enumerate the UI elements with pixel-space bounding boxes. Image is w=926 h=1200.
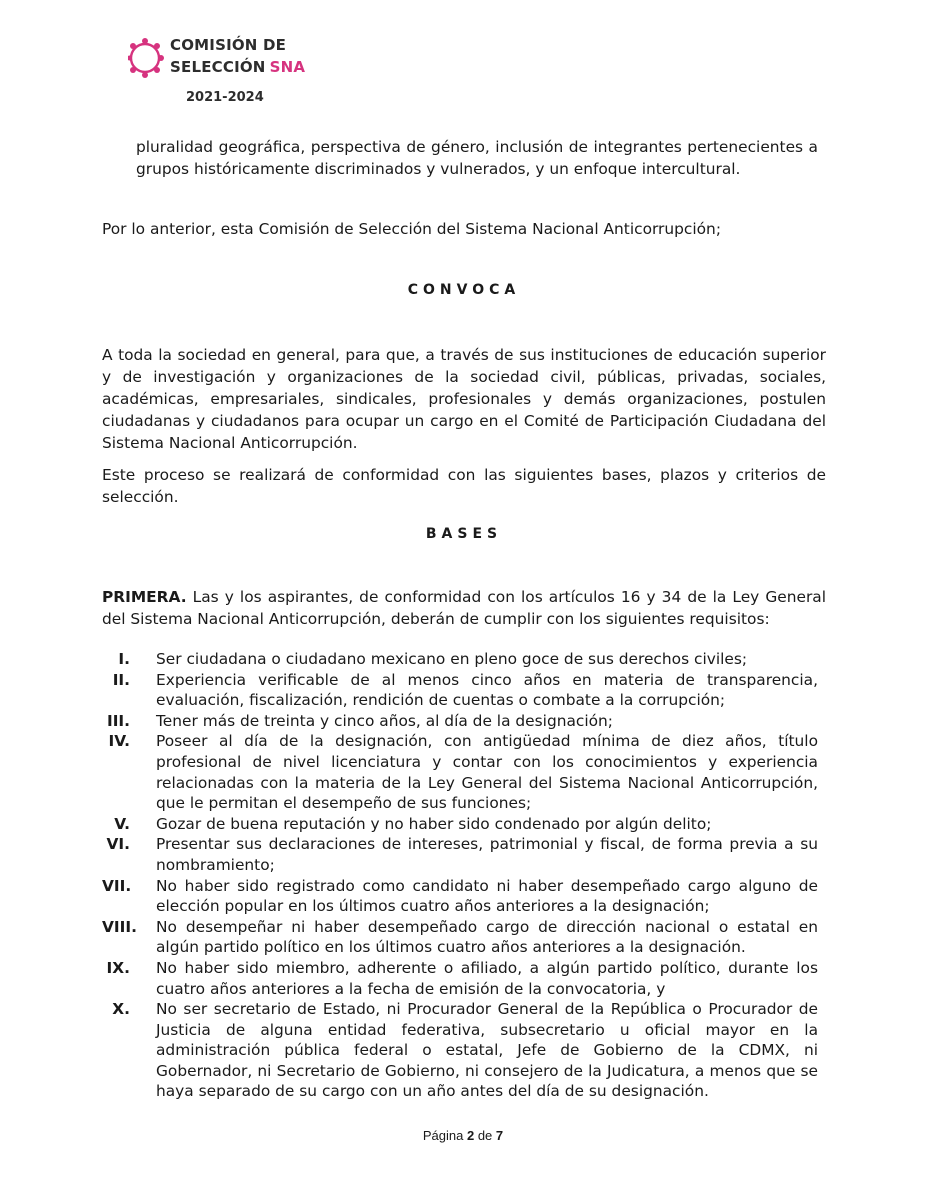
requirement-text: Ser ciudadana o ciudadano mexicano en pleno goce de sus derechos civiles; [156,650,748,668]
requirements-list [102,649,826,1102]
requirement-number: VII. [102,876,132,895]
heading-convoca: CONVOCA [407,282,521,298]
page-of: de [477,1128,493,1143]
requirement-text: No haber sido registrado como candidato ni haber desempeñado cargo alguno de elección popular en los últimos cuatro años anteriores a la designación; [156,876,818,916]
requirement-text: Gozar de buena reputación y no haber sido condenado por algún delito; [156,814,712,833]
paragraph-primera [102,586,826,630]
list-item [102,814,826,835]
requirement-number: IX. [106,958,130,977]
requirement-text: No desempeñar ni haber desempeñado cargo de dirección nacional o estatal en algún partido político en los últimos cuatro años anteriores a la designación. [156,917,818,957]
list-item [102,711,826,732]
heading-bases: BASES [425,526,503,542]
primera-text: Las y los aspirantes, de conformidad con los artículos 16 y 34 de la Ley General del Sistema Nacional Anticorrupción, deberán de cumplir con los siguientes requisitos: [102,588,826,628]
list-item [102,876,826,917]
logo-sna: SNA [269,58,306,76]
list-item [102,999,826,1102]
page-total: 7 [495,1128,504,1143]
list-item [102,731,826,813]
requirement-text: Presentar sus declaraciones de intereses, patrimonial y fiscal, de forma previa a su nombramiento; [156,835,818,874]
paragraph-por-lo-anterior: Por lo anterior, esta Comisión de Selección del Sistema Nacional Anticorrupción; [102,220,721,238]
requirement-number: X. [112,1000,130,1019]
logo-title-line1: COMISIÓN DE [170,36,287,54]
paragraph-pluralidad: pluralidad geográfica, perspectiva de género, inclusión de integrantes pertenecientes a grupos históricamente discriminados y vulnerados, y un enfoque intercultural. [136,138,818,178]
page-label: Página [422,1128,464,1143]
requirement-number: I. [118,650,130,668]
page-number: 2 [466,1128,475,1143]
list-item [102,649,826,670]
commission-logo [128,28,308,112]
paragraph-a-toda-la-sociedad: A toda la sociedad en general, para que, a través de sus instituciones de educación superior y de investigación y organizaciones de la sociedad civil, públicas, privadas, sociales, académicas, empresariales, sindicales, profesionales y demás organizaciones, postulen ciudadanas y ciudadanos para ocupar un cargo en el Comité de Participación Ciudadana del Sistema Nacional Anticorrupción. [102,346,826,452]
logo-years: 2021-2024 [186,90,264,105]
requirement-number: VI. [106,835,130,854]
requirement-text: Experiencia verificable de al menos cinco años en materia de transparencia, evaluación, fiscalización, rendición de cuentas o combate a la corrupción; [156,670,818,710]
list-item [102,670,826,711]
requirement-text: Poseer al día de la designación, con antigüedad mínima de diez años, título profesional de nivel licenciatura y contar con los conocimientos y experiencia relacionadas con la materia de la Ley General del Sistema Nacional Anticorrupción, que le permitan el desempeño de sus funciones; [156,732,818,813]
requirement-text: No ser secretario de Estado, ni Procurador General de la República o Procurador de Justicia de alguna entidad federativa, subsecretario u oficial mayor en la administración pública federal o estatal, Jefe de Gobierno de la CDMX, ni Gobernador, ni Secretario de Gobierno, ni consejero de la Judicatura, a menos que se haya separado de su cargo con un año antes del día de su designación. [156,1000,818,1101]
requirement-text: No haber sido miembro, adherente o afiliado, a algún partido político, durante los cuatro años anteriores a la fecha de emisión de la convocatoria, y [156,958,818,998]
logo-title-line2 [170,58,305,76]
requirement-text: Tener más de treinta y cinco años, al día de la designación; [156,711,613,730]
paragraph-este-proceso: Este proceso se realizará de conformidad con las siguientes bases, plazos y criterios de selección. [102,466,826,506]
list-item [102,834,826,875]
list-item [102,958,826,999]
requirement-number: III. [106,711,130,730]
primera-label: PRIMERA. [102,588,187,606]
requirement-number: VIII. [102,917,137,936]
requirement-number: II. [112,670,130,689]
ring-logo-icon [128,28,168,88]
requirement-number: IV. [108,732,130,751]
list-item [102,917,826,958]
requirement-number: V. [114,814,130,833]
page-footer [0,1128,926,1143]
logo-seleccion: SELECCIÓN [170,58,266,76]
